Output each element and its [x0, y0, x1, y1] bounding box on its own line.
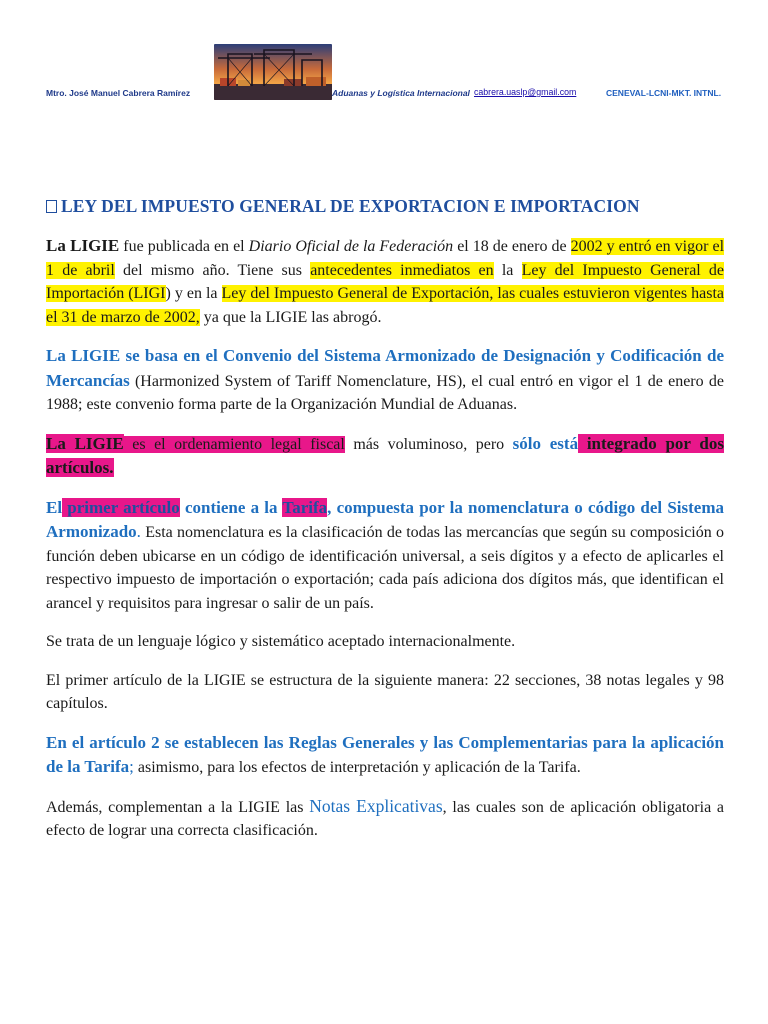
paragraph-structure: El primer artículo de la LIGIE se estructura de la siguiente manera: 22 secciones, 38 notas legales y 98 capítulos. [46, 671, 724, 712]
paragraph-explanatory-notes [46, 795, 724, 843]
paragraph-article-two [46, 731, 724, 780]
p4-s2: primer artículo [62, 497, 180, 517]
p2-s2: (Harmonized System of Tariff Nomenclature, HS), el cual entró en vigor el 1 de enero de 1988; este convenio forma parte de la Organización Mundial de Aduanas. [46, 372, 724, 413]
p4-s5: , compuesta por la nomenclatura o código del Sistema Armonizado [46, 497, 724, 541]
header-institution: CENEVAL-LCNI-MKT. INTNL. [606, 88, 722, 98]
p1-s9: Ley del Impuesto General de Importación (LIGI [46, 261, 725, 302]
p4-s1: El [46, 497, 63, 517]
p1-s8: la [493, 261, 522, 279]
p1-s10: ) y en la [165, 285, 222, 302]
p3-s3: más voluminoso, pero [344, 435, 513, 453]
p1-s12: ya que la LIGIE las abrogó. [199, 308, 382, 326]
p3-s5: integrado por dos artículos. [46, 433, 724, 477]
paragraph-logical-language: Se trata de un lenguaje lógico y sistemático aceptado internacionalmente. [46, 633, 516, 650]
p8-s3: , las cuales son de aplicación obligatoria a efecto de lograr una correcta clasificación. [46, 798, 725, 839]
p7-s3: asimismo, para los efectos de interpretación y aplicación de la Tarifa. [133, 759, 581, 776]
page-header [46, 44, 736, 100]
paragraph-two-articles [46, 432, 724, 481]
p7-s2: ; [129, 757, 134, 776]
header-department: Aduanas y Logística Internacional [332, 88, 470, 98]
p4-s7: Esta nomenclatura es la clasificación de todas las mercancías que según su composición o función deben ubicarse en un código de identificación universal, a seis dígitos y a efecto de aplicarles el respectivo impuesto de importación o exportación; cada país adiciona dos dígitos más, que identifican el arancel y requisitos para ingresar o salir de un país. [46, 524, 724, 612]
p3-s2: es el ordenamiento legal fiscal [123, 435, 345, 453]
p1-s11: Ley del Impuesto General de Exportación, las cuales estuvieron vigentes hasta el 31 de marzo de 2002, [46, 285, 724, 326]
p1-s5: 2002 y entró en vigor el 1 de abril [46, 238, 725, 279]
document-body [46, 196, 724, 858]
p8-s1: Además, complementan a la LIGIE las [46, 798, 310, 816]
paragraph-first-article [46, 496, 724, 616]
p1-s1: La LIGIE [46, 236, 120, 255]
p4-s4: Tarifa [282, 497, 328, 517]
port-cranes-image [214, 44, 332, 100]
p7-s1: En el artículo 2 se establecen las Reglas Generales y las Complementarias para la aplicación de la Tarifa [46, 732, 724, 776]
p3-s4: sólo está [512, 433, 579, 453]
p1-s4: el 18 de enero de [453, 238, 571, 255]
port-image-art [214, 44, 332, 100]
paragraph-ligie-publication [46, 234, 724, 329]
header-author: Mtro. José Manuel Cabrera Ramírez [46, 88, 191, 98]
p2-s1: La LIGIE se basa en el Convenio del Sistema Armonizado de Designación y Codificación de Mercancías [46, 346, 724, 390]
p3-s1: La LIGIE [46, 433, 124, 453]
p4-s3: contiene a la [179, 497, 283, 517]
paragraph-harmonized-system [46, 344, 724, 417]
p1-s6: del mismo año. Tiene sus [114, 261, 311, 279]
p8-s2: Notas Explicativas [309, 795, 443, 816]
section-title-text: LEY DEL IMPUESTO GENERAL DE EXPORTACION E IMPORTACION [61, 196, 640, 216]
p4-s6: . [136, 522, 141, 541]
checkbox-bullet-icon [46, 200, 57, 213]
p1-s3: Diario Oficial de la Federación [248, 238, 454, 255]
p1-s2: fue publicada en el [119, 238, 249, 255]
section-title [46, 196, 724, 217]
p1-s7: antecedentes inmediatos en [310, 261, 494, 279]
header-email-link[interactable]: cabrera.uaslp@gmail.com [474, 87, 577, 97]
